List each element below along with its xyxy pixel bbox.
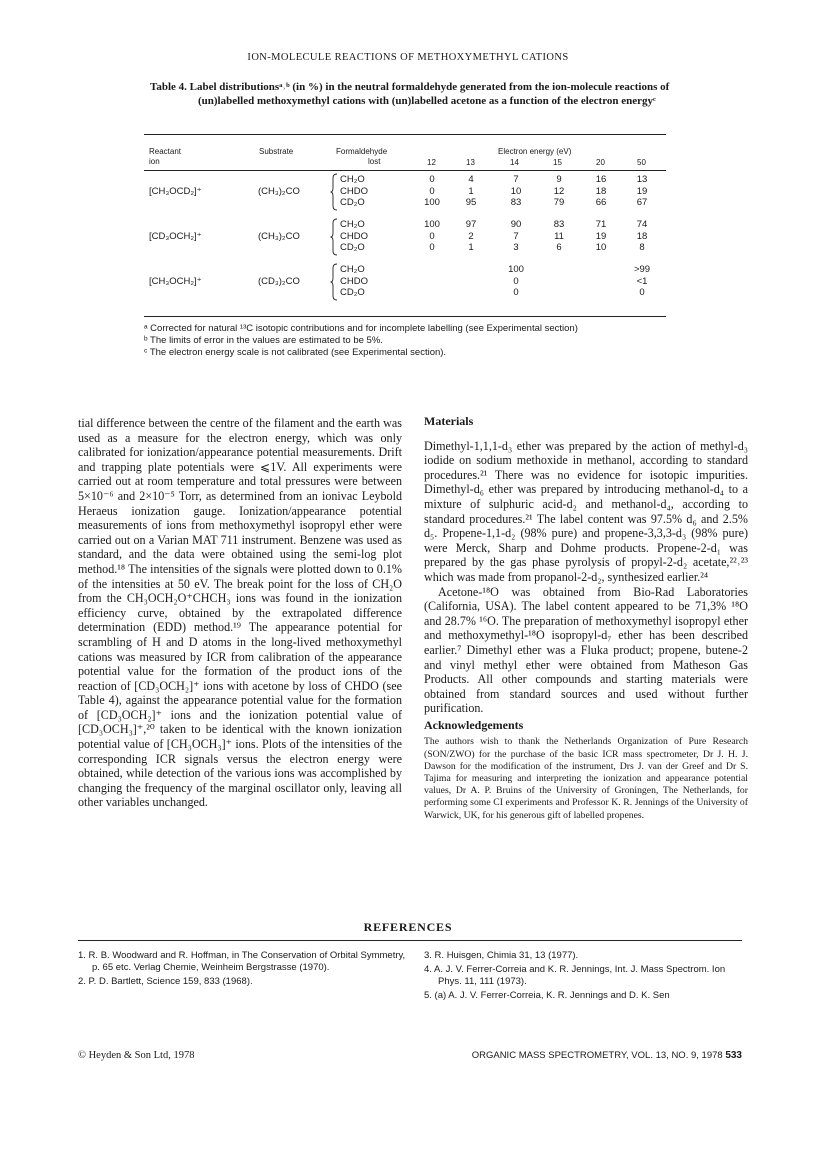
header-electron-energy: Electron energy (eV) (498, 147, 572, 156)
references-heading: REFERENCES (363, 920, 453, 934)
footnote-a: ᵃ Corrected for natural ¹³C isotopic contributions and for incomplete labelling (see Experimental section) (144, 323, 578, 334)
header-substrate: Substrate (259, 147, 294, 156)
table-cell: >99 (633, 264, 651, 275)
table-caption (150, 80, 670, 108)
table-cell: 10 (510, 185, 522, 197)
table-cell: 12 (553, 185, 565, 197)
footnote-b: ᵇ The limits of error in the values are estimated to be 5%. (144, 335, 383, 346)
header-energy-20: 20 (596, 158, 605, 167)
table-cell: 0 (429, 185, 435, 197)
header-lost: lost (368, 157, 381, 166)
materials-paragraph-2: Acetone-¹⁸O was obtained from Bio-Rad Laboratories (California, USA). The label content appeared to be 71,3% ¹⁸O and 28.7% ¹⁶O. The preparation of methoxymethyl isopropyl ether and methoxymethyl-¹⁸O isopropyl-d₇ ether has been described earlier.⁷ Dimethyl ether was a Fluka product; propene, butene-2 and vinyl methyl ether were obtained from Matheson Gas Products. All other compounds and starting materials were obtained from standard sources and used without further purification. (424, 584, 748, 716)
header-formaldehyde: Formaldehyde (336, 147, 388, 156)
table-cell: 83 (510, 197, 522, 208)
references-rule (78, 940, 742, 941)
header-reactant: Reactant (149, 147, 182, 156)
formaldehyde-lost: CH₂O (340, 219, 365, 230)
table-cell: 7 (513, 230, 519, 242)
reference-1: 1. R. B. Woodward and R. Hoffman, in The Conservation of Orbital Symmetry, p. 65 etc. Verlag Chemie, Weinheim Bergstrasse (1970). (78, 950, 406, 973)
references-left (78, 950, 408, 990)
footer-journal-name: ORGANIC MASS SPECTROMETRY, VOL. 13, NO. 9, 1978 (471, 1050, 723, 1061)
table-top-rule (144, 134, 666, 135)
table-cell: 0 (639, 287, 645, 298)
brace (330, 173, 338, 211)
substrate: (CH₃)₂CO (258, 230, 300, 242)
right-column (424, 414, 748, 822)
header-energy-15: 15 (553, 158, 562, 167)
formaldehyde-lost: CD₂O (340, 287, 365, 298)
table-cell: 100 (424, 219, 440, 230)
table-cell: 71 (595, 219, 607, 230)
table-cell: 8 (639, 242, 645, 253)
table-label: Table 4. (150, 81, 187, 93)
table-cell: 0 (513, 275, 519, 287)
table-cell: 79 (553, 197, 565, 208)
table-cell: 95 (465, 197, 477, 208)
table-cell: 19 (595, 230, 607, 242)
table-bottom-rule (144, 316, 666, 317)
brace (330, 263, 338, 301)
table-cell: 90 (510, 219, 522, 230)
reference-4: 4. A. J. V. Ferrer-Correia and K. R. Jennings, Int. J. Mass Spectrom. Ion Phys. 11, 111 (1973). (424, 964, 726, 987)
table-cell: 19 (636, 185, 648, 197)
table-cell: 11 (554, 230, 564, 242)
table-cell: 97 (465, 219, 477, 230)
table-caption-text: Label distributionsᵃ˒ᵇ (in %) in the neutral formaldehyde generated from the ion-molecule reactions of (un)labelled methoxymethyl cations with (un)labelled acetone as a function of the electron energyᶜ (189, 81, 670, 107)
footer-copyright: © Heyden & Son Ltd, 1978 (78, 1050, 195, 1061)
footer-journal (440, 1050, 742, 1061)
table-cell: 0 (429, 230, 435, 242)
table-cell: 13 (636, 174, 648, 185)
substrate: (CH₃)₂CO (258, 185, 300, 197)
substrate: (CD₃)₂CO (258, 275, 300, 287)
header-energy-50: 50 (637, 158, 646, 167)
table-cell: 9 (556, 174, 562, 185)
formaldehyde-lost: CHDO (340, 185, 368, 197)
table-cell: 83 (553, 219, 565, 230)
reactant-ion: [CD₃OCH₂]⁺ (149, 230, 202, 242)
table-cell: 0 (429, 174, 435, 185)
table-cell: 4 (468, 174, 474, 185)
experimental-paragraph: tial difference between the centre of the filament and the earth was used as a measure for the electron energy, which was only calibrated for ionization/appearance potential measurements. Drift and trapping plate potentials were ⩽1V. All experiments were carried out at room temperature and total pressures were between 5×10⁻⁶ and 2×10⁻⁵ Torr, as determined from an ionivac Leybold Heraeus ionization gauge. Ionization/appearance potential measurements of ions from methoxymethyl isopropyl ether were carried out on a Varian MAT 711 instrument. Benzene was used as standard, and the data were obtained using the semi-log plot method.¹⁸ The intensities of the signals were plotted down to 0.1% of the intensities at 50 eV. The break point for the loss of CH₂O from the CH₃OCH₂O⁺CHCH₃ ions was found in the ionization efficiency curve, obtained by the extrapolated difference determination (EDD) method.¹⁹ The appearance potential for scrambling of H and D atoms in the long-lived methoxymethyl cations was measured by ICR from calibration of the appearance potential value for the formation of the product ions of the reaction of [CD₃OCH₂]⁺ ions with acetone by loss of CHDO (see Table 4), against the appearance potential value for the formation of [CD₃OCH₂]⁺ ions and the ionization potential value of [CD₃OCH₃]⁺,²⁰ taken to be identical with the known ionization potential value of [CH₃OCH₃]⁺ ions. Plots of the intensities of the corresponding ICR signals versus the electron energy were obtained, while detection of the various ions was accomplished by changing the frequency of the marginal oscillator only, leaving all other variables unchanged. (78, 416, 402, 810)
reactant-ion: [CH₃OCH₂]⁺ (149, 275, 202, 287)
table-cell: 2 (468, 230, 474, 242)
acknowledgements-text: The authors wish to thank the Netherlands Organization of Pure Research (SON/ZWO) for the purchase of the basic ICR mass spectrometer, Dr J. H. J. Dawson for the modification of the instrument, Drs J. van der Greef and Dr S. Tajima for measuring and interpreting the ionization and appearance potential values, Dr A. P. Bruins of the University of Groningen, The Netherlands, for performing some CI experiments and Professor K. R. Jennings of the University of Warwick, UK, for his generous gift of labelled propenes. (424, 736, 748, 821)
table-cell: 3 (513, 242, 519, 253)
acknowledgements-heading: Acknowledgements (424, 717, 524, 732)
materials-heading: Materials (424, 414, 474, 428)
table-cell: 66 (595, 197, 607, 208)
table-cell: 100 (424, 197, 440, 208)
table-cell: 6 (556, 242, 562, 253)
formaldehyde-lost: CHDO (340, 275, 368, 287)
table-cell: 18 (595, 185, 607, 197)
table-cell: 0 (513, 287, 519, 298)
running-head: ION-MOLECULE REACTIONS OF METHOXYMETHYL CATIONS (247, 52, 569, 63)
table-cell: 10 (595, 242, 607, 253)
table-header-rule (144, 170, 666, 171)
reference-2: 2. P. D. Bartlett, Science 159, 833 (1968). (78, 976, 253, 987)
table-cell: 1 (468, 185, 474, 197)
formaldehyde-lost: CH₂O (340, 174, 365, 185)
formaldehyde-lost: CD₂O (340, 197, 365, 208)
table-cell: 7 (513, 174, 519, 185)
materials-paragraph-1: Dimethyl-1,1,1-d₃ ether was prepared by the action of methyl-d₃ iodide on sodium methoxide in methanol, according to standard procedures.²¹ There was no evidence for isotopic impurities. Dimethyl-d₆ ether was prepared by introducing methanol-d₄ to a mixture of sulphuric acid-d₂ and methanol-d₄, according to standard procedures.²¹ The label content was 97.5% d₆ and 2.5% d₅. Propene-1,1-d₂ (98% pure) and propene-3,3,3-d₃ (98% pure) were Merck, Sharp and Dohme products. Propene-2-d₁ was prepared by the gas phase pyrolysis of propyl-2-d₂ acetate,²²˒²³ which was made from propanol-2-d₂, synthesized earlier.²⁴ (424, 438, 748, 584)
table-footnotes (144, 323, 666, 359)
table-cell: 18 (636, 230, 648, 242)
reference-5: 5. (a) A. J. V. Ferrer-Correia, K. R. Jennings and D. K. Sen (424, 990, 670, 1001)
table-cell: 1 (468, 242, 474, 253)
formaldehyde-lost: CH₂O (340, 264, 365, 275)
references-right (424, 950, 744, 1004)
header-energy-14: 14 (510, 158, 519, 167)
table-cell: 74 (636, 219, 648, 230)
reactant-ion: [CH₃OCD₂]⁺ (149, 185, 202, 197)
header-energy-12: 12 (427, 158, 436, 167)
header-ion: ion (149, 157, 160, 166)
brace (330, 218, 338, 256)
formaldehyde-lost: CD₂O (340, 242, 365, 253)
table-cell: 0 (429, 242, 435, 253)
header-energy-13: 13 (466, 158, 475, 167)
left-column (78, 416, 402, 810)
table-cell: 67 (636, 197, 648, 208)
reference-3: 3. R. Huisgen, Chimia 31, 13 (1977). (424, 950, 579, 961)
page-number: 533 (725, 1050, 742, 1061)
table-cell: 100 (508, 264, 524, 275)
table-cell: 16 (595, 174, 607, 185)
footnote-c: ᶜ The electron energy scale is not calibrated (see Experimental section). (144, 347, 447, 358)
table-cell: <1 (636, 275, 648, 287)
formaldehyde-lost: CHDO (340, 230, 368, 242)
